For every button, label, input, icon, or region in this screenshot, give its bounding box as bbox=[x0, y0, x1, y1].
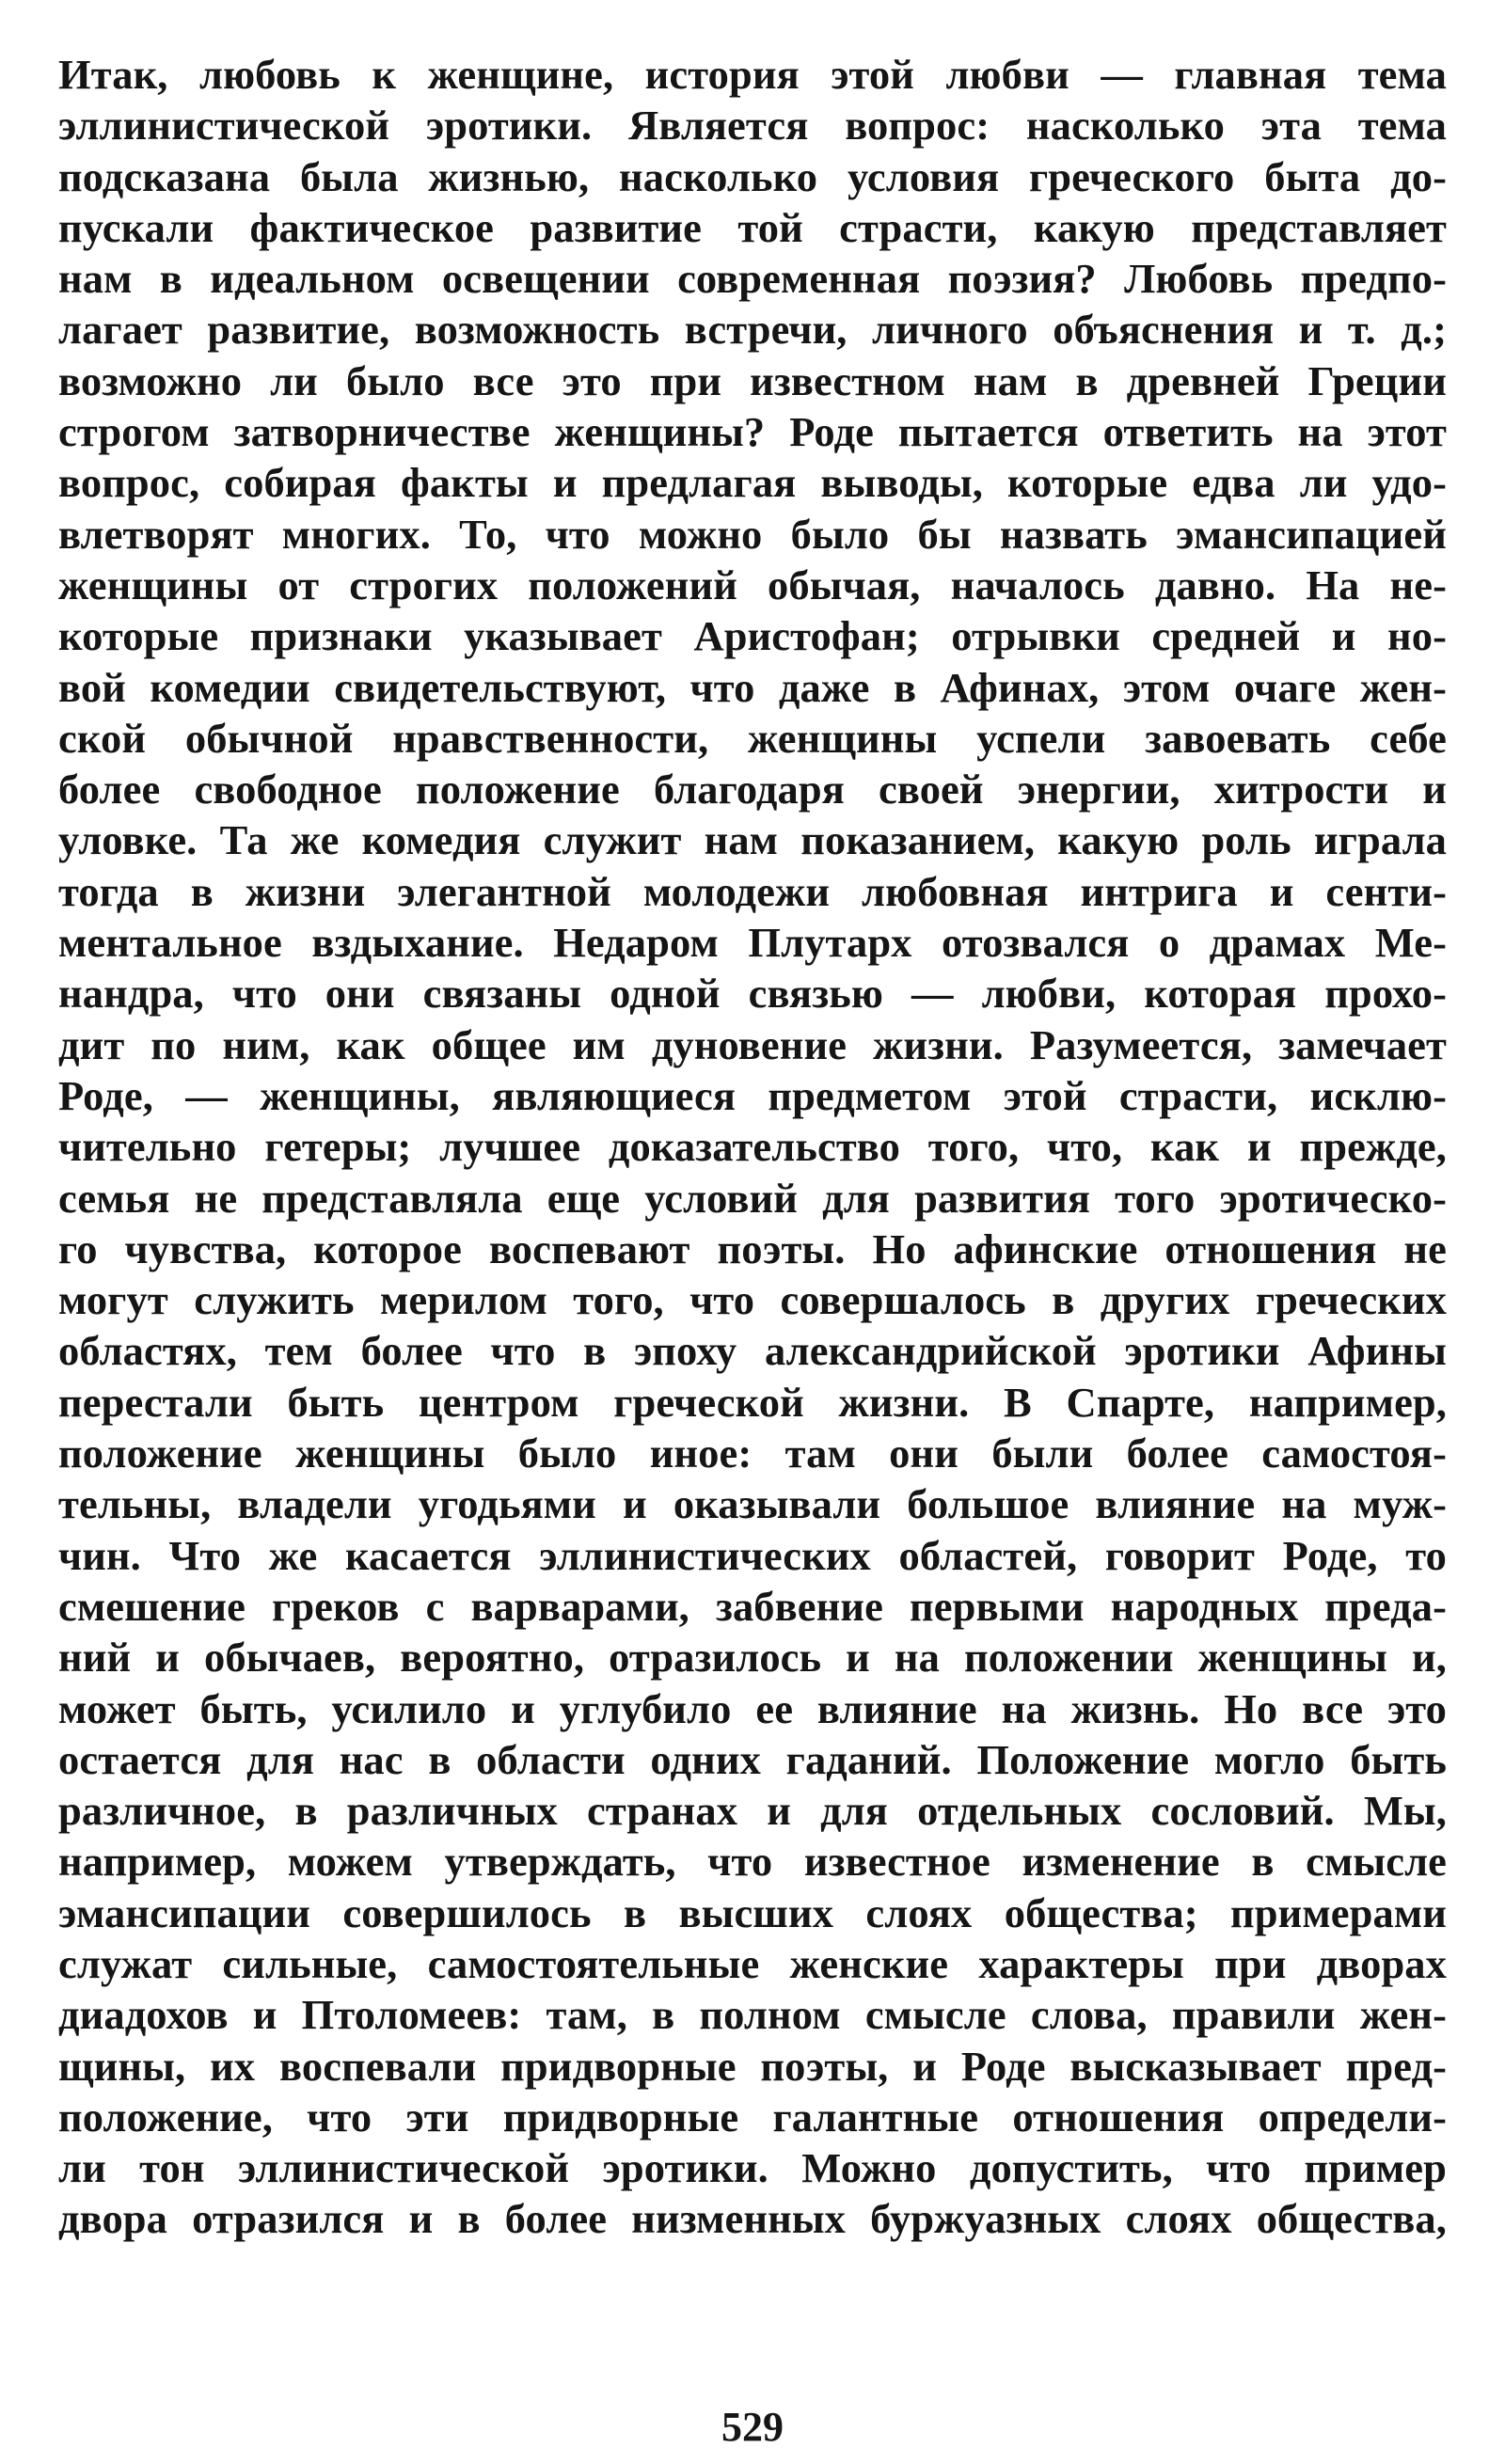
text-line: пускали фактическое развитие той страсти, какую представляет bbox=[58, 203, 1447, 251]
text-line: например, можем утверждать, что известное изменение в смысле bbox=[58, 1838, 1447, 1886]
text-line: перестали быть центром греческой жизни. В Спарте, например, bbox=[58, 1378, 1447, 1426]
text-line: тогда в жизни элегантной молодежи любовная интрига и сенти- bbox=[58, 867, 1447, 915]
text-line: служат сильные, самостоятельные женские характеры при дворах bbox=[58, 1939, 1447, 1987]
text-line: семья не представляла еще условий для развития того эротическо- bbox=[58, 1174, 1447, 1222]
text-line: различное, в различных странах и для отдельных сословий. Мы, bbox=[58, 1787, 1447, 1835]
text-line: нандра, что они связаны одной связью — любви, которая прохо- bbox=[58, 970, 1447, 1018]
text-line: влетворят многих. То, что можно было бы назвать эмансипацией bbox=[58, 510, 1447, 558]
text-line: Итак, любовь к женщине, история этой любви — главная тема bbox=[58, 51, 1447, 98]
text-line: ментальное вздыхание. Недаром Плутарх отозвался о драмах Ме- bbox=[58, 919, 1447, 967]
text-line: го чувства, которое воспевают поэты. Но афинские отношения не bbox=[58, 1224, 1447, 1272]
text-line: областях, тем более что в эпоху александрийской эротики Афины bbox=[58, 1327, 1447, 1375]
text-line: диадохов и Птоломеев: там, в полном смысле слова, правили жен- bbox=[58, 1991, 1447, 2039]
page-number: 529 bbox=[721, 2404, 784, 2450]
text-line: женщины от строгих положений обычая, началось давно. На не- bbox=[58, 561, 1447, 608]
text-line: смешение греков с варварами, забвение первыми народных преда- bbox=[58, 1582, 1447, 1630]
text-line: эмансипации совершилось в высших слоях общества; примерами bbox=[58, 1888, 1447, 1936]
text-line: более свободное положение благодаря своей энергии, хитрости и bbox=[58, 766, 1447, 813]
text-line: остается для нас в области одних гаданий. Положение могло быть bbox=[58, 1735, 1447, 1783]
text-line: строгом затворничестве женщины? Роде пытается ответить на этот bbox=[58, 408, 1447, 456]
text-line: лагает развитие, возможность встречи, личного объяснения и т. д.; bbox=[58, 306, 1447, 354]
text-line: ской обычной нравственности, женщины успели завоевать себе bbox=[58, 714, 1447, 762]
text-line: может быть, усилило и углубило ее влияние на жизнь. Но все это bbox=[58, 1684, 1447, 1732]
text-line: эллинистической эротики. Является вопрос: насколько эта тема bbox=[58, 102, 1447, 150]
text-line: возможно ли было все это при известном нам в древней Греции bbox=[58, 356, 1447, 404]
text-line: дит по ним, как общее им дуновение жизни. Разумеется, замечает bbox=[58, 1020, 1447, 1068]
text-line: Роде, — женщины, являющиеся предметом этой страсти, исклю- bbox=[58, 1071, 1447, 1119]
text-line: нам в идеальном освещении современная поэзия? Любовь предпо- bbox=[58, 255, 1447, 303]
text-line: вой комедии свидетельствуют, что даже в Афинах, этом очаге жен- bbox=[58, 663, 1447, 711]
text-line: тельны, владели угодьями и оказывали большое влияние на муж- bbox=[58, 1480, 1447, 1528]
text-line: могут служить мерилом того, что совершалось в других греческих bbox=[58, 1276, 1447, 1324]
text-line: подсказана была жизнью, насколько условия греческого быта до- bbox=[58, 152, 1447, 200]
text-line: ли тон эллинистической эротики. Можно допустить, что пример bbox=[58, 2144, 1447, 2192]
text-line: чительно гетеры; лучшее доказательство того, что, как и прежде, bbox=[58, 1123, 1447, 1171]
text-line: чин. Что же касается эллинистических областей, говорит Роде, то bbox=[58, 1531, 1447, 1579]
text-line: ний и обычаев, вероятно, отразилось и на положении женщины и, bbox=[58, 1634, 1447, 1682]
text-line: щины, их воспевали придворные поэты, и Роде высказывает пред- bbox=[58, 2042, 1447, 2090]
text-line: вопрос, собирая факты и предлагая выводы, которые едва ли удо- bbox=[58, 459, 1447, 507]
body-text bbox=[58, 49, 1447, 2245]
text-line: двора отразился и в более низменных буржуазных слоях общества, bbox=[58, 2195, 1447, 2243]
text-line: положение женщины было иное: там они были более самостоя- bbox=[58, 1429, 1447, 1477]
text-line: уловке. Та же комедия служит нам показанием, какую роль играла bbox=[58, 816, 1447, 864]
text-line: которые признаки указывает Аристофан; отрывки средней и но- bbox=[58, 612, 1447, 660]
text-line: положение, что эти придворные галантные отношения определи- bbox=[58, 2093, 1447, 2140]
